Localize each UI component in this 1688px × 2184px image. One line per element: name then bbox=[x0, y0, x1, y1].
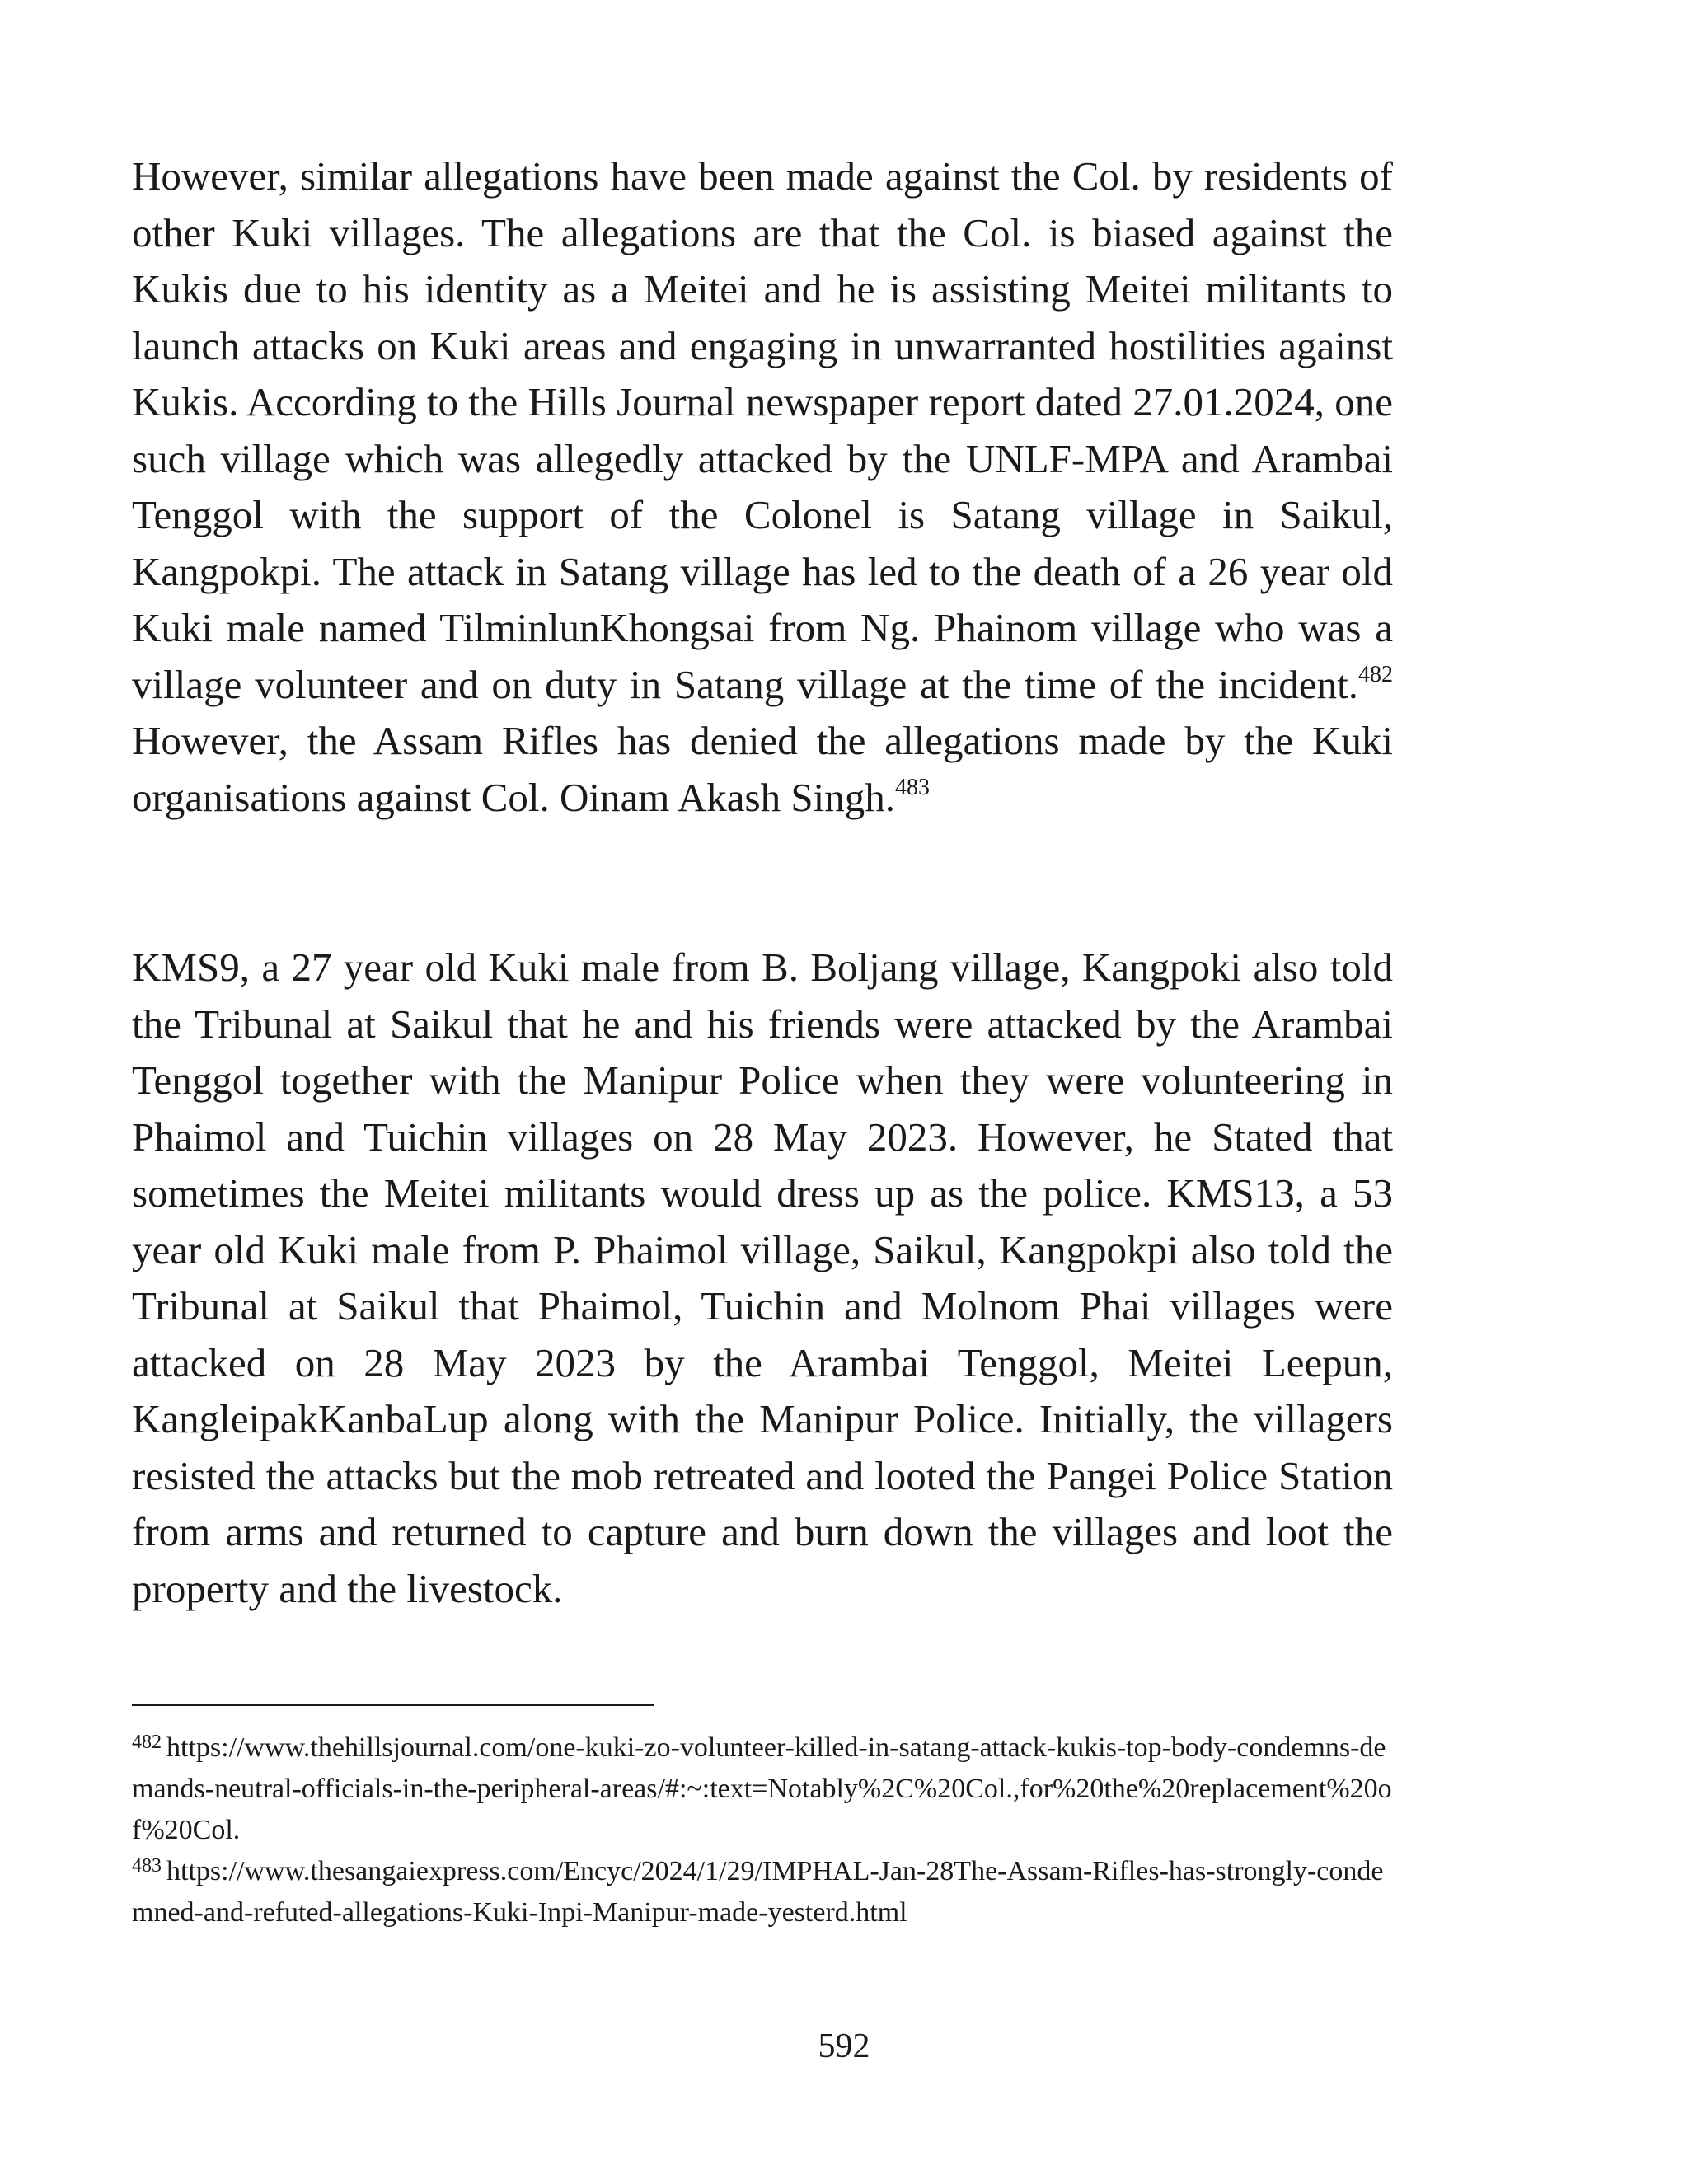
footnote-482 bbox=[132, 1727, 1401, 1851]
body-paragraph-2 bbox=[132, 940, 1393, 1617]
footnote-link[interactable]: https://www.thehillsjournal.com/one-kuki-zo-volunteer-killed-in-satang-attack-kukis-top-body-condemns-demands-neutral-officials-in-the-peripheral-areas/#:~:text=Notably%2C%20Col.,for%20the%20replacement%20of%20Col. bbox=[132, 1732, 1392, 1845]
footnote-reference-482[interactable]: 482 bbox=[1358, 661, 1393, 687]
footnotes bbox=[132, 1727, 1401, 1933]
footnote-483 bbox=[132, 1851, 1401, 1933]
paragraph-1-text-continued: However, the Assam Rifles has denied the allegations made by the Kuki organisations against Col. Oinam Akash Singh. bbox=[132, 718, 1393, 820]
footnote-reference-483[interactable]: 483 bbox=[894, 774, 930, 800]
footnote-number: 482 bbox=[132, 1732, 162, 1753]
paragraph-2-text: KMS9, a 27 year old Kuki male from B. Boljang village, Kangpoki also told the Tribunal at Saikul that he and his friends were attacked by the Arambai Tenggol together with the Manipur Police when they were volunteering in Phaimol and Tuichin villages on 28 May 2023. However, he Stated that sometimes the Meitei militants would dress up as the police. KMS13, a 53 year old Kuki male from P. Phaimol village, Saikul, Kangpokpi also told the Tribunal at Saikul that Phaimol, Tuichin and Molnom Phai villages were attacked on 28 May 2023 by the Arambai Tenggol, Meitei Leepun, KangleipakKanbaLup along with the Manipur Police. Initially, the villagers resisted the attacks but the mob retreated and looted the Pangei Police Station from arms and returned to capture and burn down the villages and loot the property and the livestock. bbox=[132, 944, 1393, 1611]
footnote-number: 483 bbox=[132, 1855, 162, 1877]
body-paragraph-1 bbox=[132, 148, 1393, 826]
footnote-link[interactable]: https://www.thesangaiexpress.com/Encyc/2024/1/29/IMPHAL-Jan-28The-Assam-Rifles-has-strongly-condemned-and-refuted-allegations-Kuki-Inpi-Manipur-made-yesterd.html bbox=[132, 1856, 1384, 1928]
paragraph-1-text: However, similar allegations have been made against the Col. by residents of other Kuki villages. The allegations are that the Col. is biased against the Kukis due to his identity as a Meitei and he is assisting Meitei militants to launch attacks on Kuki areas and engaging in unwarranted hostilities against Kukis. According to the Hills Journal newspaper report dated 27.01.2024, one such village which was allegedly attacked by the UNLF-MPA and Arambai Tenggol with the support of the Colonel is Satang village in Saikul, Kangpokpi. The attack in Satang village has led to the death of a 26 year old Kuki male named TilminlunKhongsai from Ng. Phainom village who was a village volunteer and on duty in Satang village at the time of the incident. bbox=[132, 153, 1393, 707]
page-number: 592 bbox=[818, 2027, 870, 2065]
footnote-separator bbox=[132, 1704, 654, 1706]
